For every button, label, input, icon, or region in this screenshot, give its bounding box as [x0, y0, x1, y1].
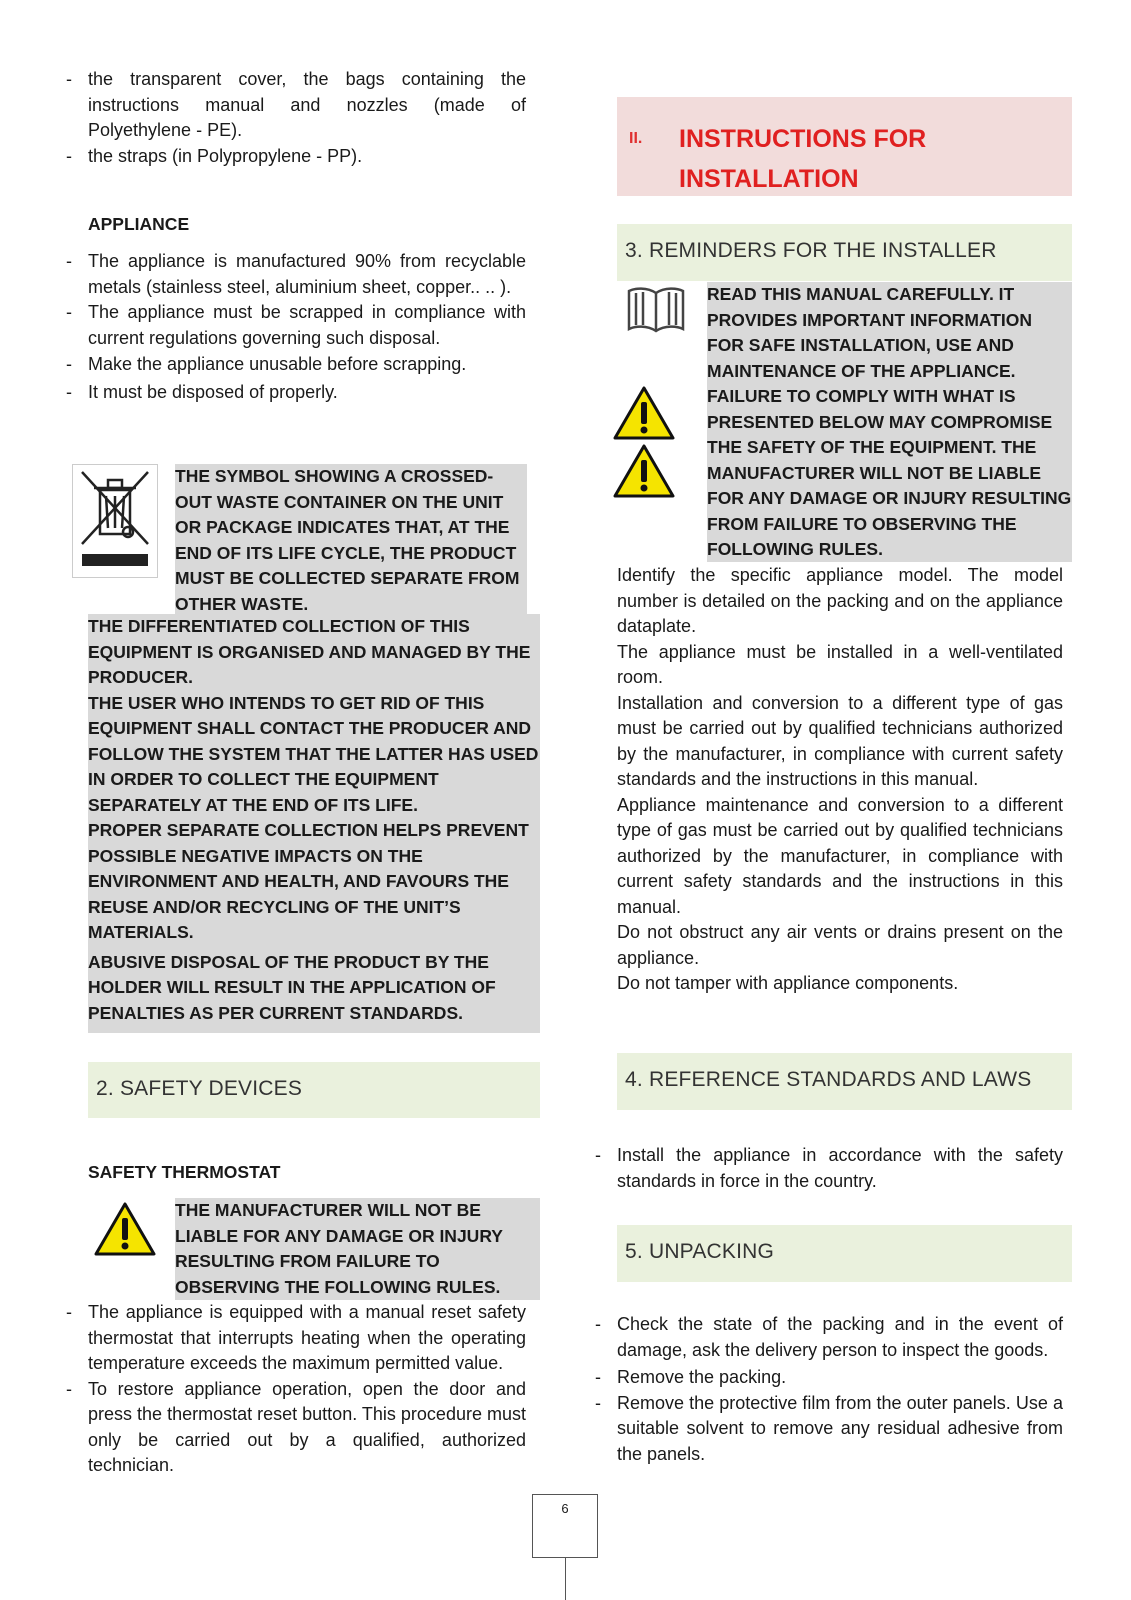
section-title: 4. REFERENCE STANDARDS AND LAWS: [625, 1068, 1032, 1091]
weee-notice-full: THE DIFFERENTIATED COLLECTION OF THIS EQUIPMENT IS ORGANISED AND MANAGED BY THE PRODUCER. THE USER WHO INTENDS TO GET RID OF THIS EQUIPMENT SHALL CONTACT THE PRODUCER AND FOLLOW THE SYSTEM THAT THE LATTER HAS USED IN ORDER TO COLLECT THE EQUIPMENT SEPARATELY AT THE END OF ITS LIFE. PROPER SEPARATE COLLECTION HELPS PREVENT POSSIBLE NEGATIVE IMPACTS ON THE ENVIRONMENT AND HEALTH, AND FAVOURS THE REUSE AND/OR RECYCLING OF THE UNIT’S MATERIALS. ABUSIVE DISPOSAL OF THE PRODUCT BY THE HOLDER WILL RESULT IN THE APPLICATION OF PENALTIES AS PER CURRENT STANDARDS.: [88, 614, 540, 1033]
appliance-list: [66, 249, 526, 405]
weee-bin-icon: [72, 464, 158, 578]
list-item: - Check the state of the packing and in the event of damage, ask the delivery person to inspect the goods.: [595, 1314, 1063, 1360]
section-title: 2. SAFETY DEVICES: [96, 1077, 303, 1100]
list-item: - To restore appliance operation, open the door and press the thermostat reset button. This procedure must only be carried out by a qualified, authorized technician.: [66, 1378, 526, 1475]
reminder-paragraphs: [617, 563, 1063, 997]
page-number: 6: [532, 1494, 598, 1558]
section-4-list: [595, 1143, 1063, 1194]
list-item: - the straps (in Polypropylene - PP).: [66, 145, 363, 166]
paragraph: Installation and conversion to a different type of gas must be carried out by qualified technicians authorized by the manufacturer, in compliance with current safety standards and the instructions in this manual.: [617, 692, 1063, 789]
section-title: 5. UNPACKING: [625, 1240, 775, 1263]
page-number-divider: [565, 1558, 566, 1600]
chapter-number: II.: [629, 130, 643, 147]
reminder-warning: READ THIS MANUAL CAREFULLY. IT PROVIDES IMPORTANT INFORMATION FOR SAFE INSTALLATION, USE AND MAINTENANCE OF THE APPLIANCE. FAILURE TO COMPLY WITH WHAT IS PRESENTED BELOW MAY COMPROMISE THE SAFETY OF THE EQUIPMENT. THE MANUFACTURER WILL NOT BE LIABLE FOR ANY DAMAGE OR INJURY RESULTING FROM FAILURE TO OBSERVING THE FOLLOWING RULES.: [707, 282, 1072, 562]
section-3-header: [617, 224, 1072, 281]
paragraph: Do not tamper with appliance components.: [617, 973, 959, 993]
paragraph: Identify the specific appliance model. The model number is detailed on the packing and on the appliance dataplate.: [617, 565, 1063, 636]
section-4-header: [617, 1053, 1072, 1110]
list-item: - Remove the packing.: [595, 1367, 787, 1387]
list-item: - The appliance is manufactured 90% from recyclable metals (stainless steel, aluminium sheet, copper.. .. ).: [66, 251, 526, 297]
chapter-title-box: [617, 97, 1072, 196]
list-item: - It must be disposed of properly.: [66, 381, 338, 402]
section-title: 3. REMINDERS FOR THE INSTALLER: [625, 239, 997, 262]
intro-list: [66, 67, 526, 169]
list-item: - Remove the protective film from the outer panels. Use a suitable solvent to remove any residual adhesive from the panels.: [595, 1392, 1063, 1464]
weee-notice-side: THE SYMBOL SHOWING A CROSSED-OUT WASTE CONTAINER ON THE UNIT OR PACKAGE INDICATES THAT, AT THE END OF ITS LIFE CYCLE, THE PRODUCT MUST BE COLLECTED SEPARATE FROM OTHER WASTE.: [175, 464, 527, 614]
warning-triangle-icon: [93, 1201, 159, 1257]
appliance-heading: APPLIANCE: [88, 214, 190, 234]
paragraph: Do not obstruct any air vents or drains present on the appliance.: [617, 922, 1063, 968]
thermostat-list: [66, 1300, 526, 1479]
list-item: - Make the appliance unusable before scrapping.: [66, 354, 467, 374]
section-5-list: [595, 1312, 1063, 1467]
manual-book-icon: [625, 285, 687, 335]
paragraph: Appliance maintenance and conversion to a different type of gas must be carried out by qualified technicians authorized by the manufacturer, in compliance with current safety standards and the instructions in this manual.: [617, 794, 1063, 917]
chapter-title: INSTRUCTIONS FOR INSTALLATION: [679, 125, 927, 193]
section-5-header: [617, 1225, 1072, 1282]
list-item: - The appliance must be scrapped in compliance with current regulations governing such disposal.: [66, 302, 526, 348]
list-item: - The appliance is equipped with a manual reset safety thermostat that interrupts heating when the operating temperature exceeds the maximum permitted value.: [66, 1302, 526, 1373]
list-item: - the transparent cover, the bags containing the instructions manual and nozzles (made of Polyethylene - PE).: [66, 69, 526, 140]
warning-triangle-icon: [612, 443, 678, 499]
paragraph: The appliance must be installed in a well-ventilated room.: [617, 641, 1063, 687]
thermostat-heading: SAFETY THERMOSTAT: [88, 1162, 281, 1182]
section-2-header: [88, 1062, 540, 1118]
list-item: - Install the appliance in accordance with the safety standards in force in the country.: [595, 1145, 1063, 1191]
thermostat-warning: THE MANUFACTURER WILL NOT BE LIABLE FOR ANY DAMAGE OR INJURY RESULTING FROM FAILURE TO OBSERVING THE FOLLOWING RULES.: [175, 1198, 540, 1300]
warning-triangle-icon: [612, 385, 678, 441]
